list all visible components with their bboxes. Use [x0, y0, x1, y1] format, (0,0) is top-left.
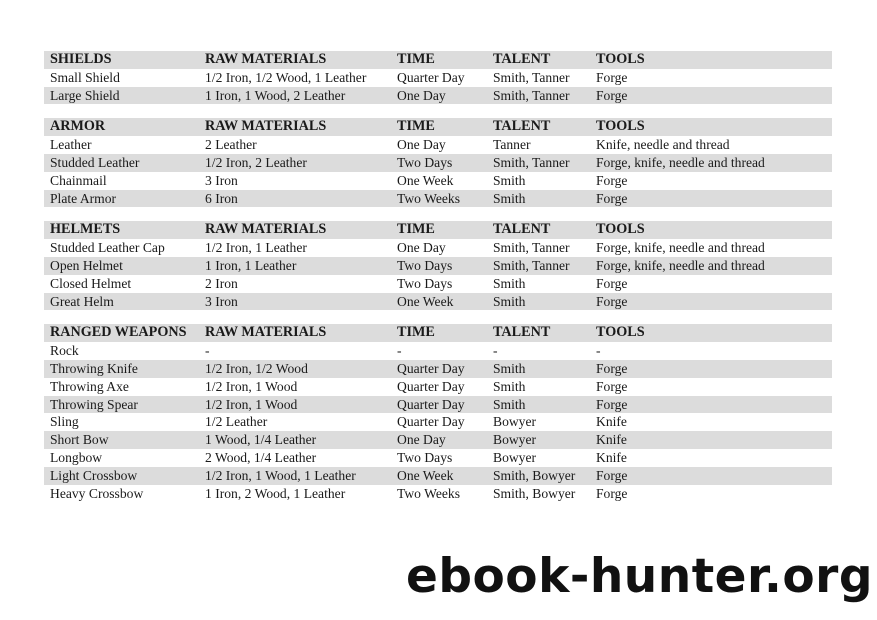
table-header-row [44, 118, 832, 136]
table-cell: Knife [596, 449, 627, 465]
helmets-table [44, 221, 832, 310]
column-header: TALENT [493, 118, 551, 135]
table-cell: Throwing Spear [50, 396, 138, 412]
crafting-tables [44, 51, 832, 516]
column-header: RAW MATERIALS [205, 118, 327, 135]
table-row [44, 413, 832, 431]
table-cell: 1/2 Iron, 1 Wood [205, 396, 298, 412]
table-cell: Two Days [397, 257, 453, 273]
table-cell: Forge, knife, needle and thread [596, 154, 765, 170]
table-row [44, 239, 832, 257]
table-cell: Forge, knife, needle and thread [596, 257, 765, 273]
table-cell: 1 Wood, 1/4 Leather [205, 432, 317, 448]
table-cell: 2 Wood, 1/4 Leather [205, 449, 317, 465]
table-cell: 1/2 Iron, 1/2 Wood [205, 360, 308, 376]
table-cell: Studded Leather Cap [50, 240, 165, 256]
column-header: TOOLS [596, 51, 645, 67]
table-cell: One Week [397, 293, 454, 309]
column-header: RAW MATERIALS [205, 324, 327, 341]
table-cell: Large Shield [50, 87, 120, 103]
table-cell: Forge [596, 396, 628, 412]
table-cell: Forge [596, 360, 628, 376]
shields-table [44, 51, 832, 104]
table-cell: Forge [596, 293, 628, 309]
table-cell: Small Shield [50, 69, 120, 85]
table-cell: Knife, needle and thread [596, 137, 730, 153]
table-cell: - [397, 343, 402, 359]
table-cell: Open Helmet [50, 257, 123, 273]
table-cell: Forge [596, 172, 628, 188]
table-row [44, 342, 832, 360]
table-cell: Smith [493, 396, 526, 412]
table-header-row [44, 51, 832, 69]
table-cell: Forge [596, 190, 628, 206]
table-cell: One Day [397, 240, 446, 256]
table-cell: Forge [596, 485, 628, 501]
table-cell: Quarter Day [397, 378, 465, 394]
table-cell: Quarter Day [397, 360, 465, 376]
column-header: RANGED WEAPONS [50, 324, 187, 341]
table-row [44, 449, 832, 467]
table-cell: Two Days [397, 275, 453, 291]
table-cell: Bowyer [493, 432, 537, 448]
table-cell: Knife [596, 432, 627, 448]
column-header: TOOLS [596, 118, 645, 135]
table-cell: Forge [596, 69, 628, 85]
table-row [44, 69, 832, 87]
table-cell: Bowyer [493, 449, 537, 465]
column-header: RAW MATERIALS [205, 51, 327, 67]
table-cell: Two Weeks [397, 190, 461, 206]
table-cell: - [205, 343, 210, 359]
table-cell: Smith [493, 293, 526, 309]
table-cell: Knife [596, 414, 627, 430]
table-cell: Bowyer [493, 414, 537, 430]
table-cell: One Day [397, 432, 446, 448]
table-cell: 1/2 Leather [205, 414, 268, 430]
table-cell: Forge [596, 87, 628, 103]
table-cell: Short Bow [50, 432, 109, 448]
table-row [44, 136, 832, 154]
table-header-row [44, 324, 832, 342]
table-cell: One Week [397, 172, 454, 188]
column-header: TALENT [493, 324, 551, 341]
table-cell: 3 Iron [205, 293, 238, 309]
table-cell: Forge [596, 467, 628, 483]
table-cell: Two Weeks [397, 485, 461, 501]
table-cell: Sling [50, 414, 79, 430]
table-cell: Heavy Crossbow [50, 485, 144, 501]
table-row [44, 257, 832, 275]
table-cell: Smith, Bowyer [493, 485, 576, 501]
table-cell: 2 Iron [205, 275, 238, 291]
table-row [44, 396, 832, 414]
column-header: TIME [397, 221, 435, 238]
table-cell: Smith, Tanner [493, 240, 570, 256]
table-row [44, 172, 832, 190]
table-cell: Longbow [50, 449, 103, 465]
table-cell: Smith [493, 360, 526, 376]
armor-table [44, 118, 832, 207]
table-cell: Forge [596, 275, 628, 291]
table-cell: Leather [50, 137, 92, 153]
column-header: HELMETS [50, 221, 121, 238]
table-cell: Rock [50, 343, 79, 359]
table-cell: Closed Helmet [50, 275, 132, 291]
column-header: TIME [397, 118, 435, 135]
table-cell: One Week [397, 467, 454, 483]
table-cell: 6 Iron [205, 190, 238, 206]
table-cell: Two Days [397, 449, 453, 465]
column-header: TOOLS [596, 324, 645, 341]
table-cell: One Day [397, 87, 446, 103]
table-cell: Smith, Bowyer [493, 467, 576, 483]
table-row [44, 190, 832, 208]
table-cell: Smith [493, 378, 526, 394]
column-header: TALENT [493, 51, 551, 67]
table-cell: Throwing Knife [50, 360, 138, 376]
table-row [44, 467, 832, 485]
table-cell: 1/2 Iron, 2 Leather [205, 154, 307, 170]
table-cell: Forge, knife, needle and thread [596, 240, 765, 256]
table-cell: Smith [493, 172, 526, 188]
column-header: RAW MATERIALS [205, 221, 327, 238]
table-cell: Quarter Day [397, 69, 465, 85]
table-cell: Studded Leather [50, 154, 140, 170]
table-row [44, 360, 832, 378]
table-row [44, 431, 832, 449]
table-row [44, 378, 832, 396]
table-header-row [44, 221, 832, 239]
table-cell: 1 Iron, 1 Leather [205, 257, 297, 273]
table-cell: Forge [596, 378, 628, 394]
table-cell: Smith, Tanner [493, 257, 570, 273]
table-row [44, 485, 832, 503]
table-cell: Smith, Tanner [493, 87, 570, 103]
table-cell: - [596, 343, 601, 359]
table-cell: 3 Iron [205, 172, 238, 188]
table-cell: Tanner [493, 137, 531, 153]
table-cell: Smith [493, 275, 526, 291]
table-cell: 1/2 Iron, 1 Wood, 1 Leather [205, 467, 356, 483]
table-cell: Throwing Axe [50, 378, 129, 394]
table-cell: 1 Iron, 1 Wood, 2 Leather [205, 87, 346, 103]
table-cell: Smith, Tanner [493, 154, 570, 170]
column-header: TALENT [493, 221, 551, 238]
table-row [44, 154, 832, 172]
table-cell: 1/2 Iron, 1 Wood [205, 378, 298, 394]
table-row [44, 293, 832, 311]
table-cell: Light Crossbow [50, 467, 138, 483]
table-cell: Quarter Day [397, 414, 465, 430]
table-cell: Quarter Day [397, 396, 465, 412]
ranged-weapons-table [44, 324, 832, 502]
table-cell: One Day [397, 137, 446, 153]
table-row [44, 87, 832, 105]
column-header: ARMOR [50, 118, 106, 135]
table-cell: Smith [493, 190, 526, 206]
table-cell: Two Days [397, 154, 453, 170]
table-cell: Smith, Tanner [493, 69, 570, 85]
table-row [44, 275, 832, 293]
table-cell: 1/2 Iron, 1/2 Wood, 1 Leather [205, 69, 367, 85]
column-header: TIME [397, 51, 435, 67]
table-cell: 1 Iron, 2 Wood, 1 Leather [205, 485, 346, 501]
column-header: TOOLS [596, 221, 645, 238]
column-header: SHIELDS [50, 51, 112, 67]
table-cell: Chainmail [50, 172, 107, 188]
table-cell: 1/2 Iron, 1 Leather [205, 240, 307, 256]
table-cell: - [493, 343, 498, 359]
table-cell: Great Helm [50, 293, 114, 309]
table-cell: Plate Armor [50, 190, 117, 206]
table-cell: 2 Leather [205, 137, 257, 153]
column-header: TIME [397, 324, 435, 341]
watermark: ebook-hunter.org [405, 549, 873, 604]
